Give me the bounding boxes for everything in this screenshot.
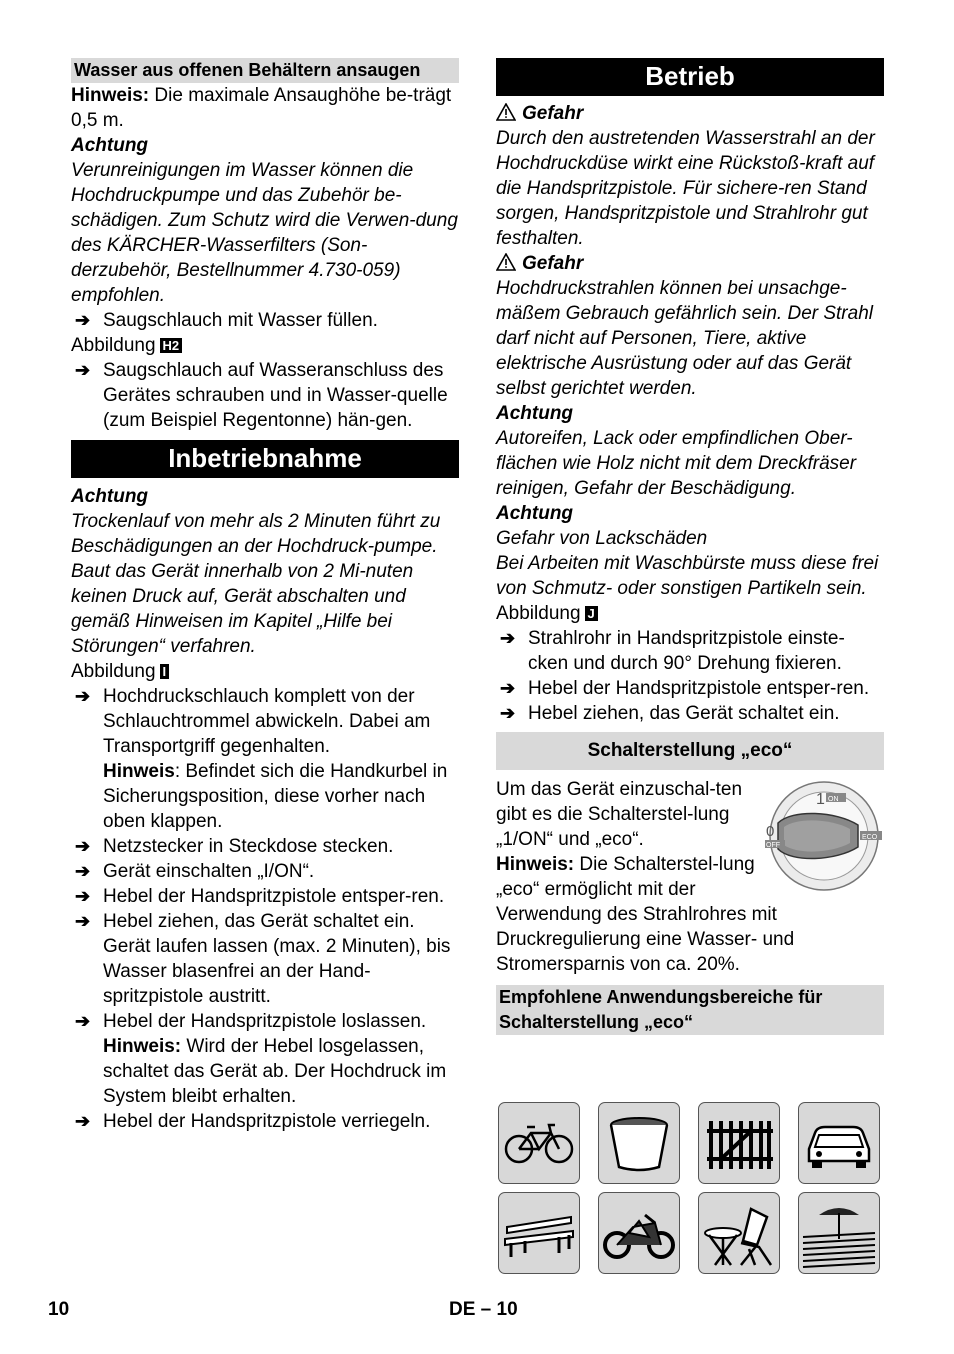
- page-number: 10: [48, 1299, 70, 1320]
- caution-label: Achtung: [496, 403, 574, 424]
- note-text: Die maximale Ansaughöhe be-trägt 0,5 m.: [71, 85, 452, 131]
- figure-badge: I: [160, 664, 170, 679]
- caution-text: Verunreinigungen im Wasser können die Hochdruckpumpe und das Zubehör be-schädigen. Zum Schutz wird die Verwen-dung des KÄRCHER-Wasserfilters (Son-derzubehör, Bestellnummer 4.730-059) empfohlen.: [71, 160, 458, 306]
- caution-text: Bei Arbeiten mit Waschbürste muss diese frei von Schmutz- oder sonstigen Partikeln sein.: [496, 553, 879, 599]
- note-text: Wird der Hebel losgelassen, schaltet das Gerät ab. Der Hochdruck im System bleibt erhalten.: [103, 1036, 447, 1107]
- flower-pot-icon: [598, 1102, 680, 1184]
- bicycle-icon: [498, 1102, 580, 1184]
- caution-label: Achtung: [71, 135, 149, 156]
- danger-heading: [496, 101, 884, 126]
- dial-label-off: OFF: [766, 842, 780, 849]
- step-text: Hebel ziehen, das Gerät schaltet ein. Gerät laufen lassen (max. 2 Minuten), bis Wasser blasenfrei an der Hand-spritzpistole austritt.: [103, 911, 451, 1007]
- switch-dial-illustration: [764, 779, 884, 894]
- warning-triangle-icon: [496, 103, 516, 121]
- garden-furniture-icon: [698, 1192, 780, 1274]
- application-icons-grid: [498, 1102, 882, 1274]
- danger-heading: [496, 251, 884, 276]
- step-text: Strahlrohr in Handspritzpistole einste-cken und durch 90° Drehung fixieren.: [528, 628, 845, 674]
- figure-label: Abbildung: [71, 661, 156, 682]
- terrace-umbrella-icon: [798, 1192, 880, 1274]
- fence-icon: [698, 1102, 780, 1184]
- dial-label-eco: ECO: [862, 834, 878, 841]
- arrow-right-icon: ➔: [75, 911, 91, 931]
- eco-text: Um das Gerät einzuschal-ten gibt es die Schalterstel-lung „1/ON“ und „eco“.: [496, 779, 743, 850]
- note-label: Hinweis:: [71, 85, 150, 106]
- note-label: Hinweis:: [496, 854, 575, 875]
- instruction-step: [71, 1109, 459, 1134]
- arrow-right-icon: ➔: [75, 1111, 91, 1131]
- section-heading-suction: Wasser aus offenen Behältern ansaugen: [71, 58, 459, 83]
- arrow-right-icon: ➔: [75, 360, 91, 380]
- instruction-step: [71, 834, 459, 859]
- caution-text: Autoreifen, Lack oder empfindlichen Ober-flächen wie Holz nicht mit dem Dreckfräser reinigen, Gefahr der Beschädigung.: [496, 428, 857, 499]
- step-text: Hochdruckschlauch komplett von der Schlauchtrommel abwickeln. Dabei am Transportgriff gegenhalten.: [103, 686, 431, 757]
- arrow-right-icon: ➔: [75, 1011, 91, 1031]
- warning-triangle-icon: [496, 253, 516, 271]
- car-icon: [798, 1102, 880, 1184]
- instruction-step: [71, 308, 459, 333]
- section-heading-operation: Betrieb: [496, 58, 884, 96]
- arrow-right-icon: ➔: [500, 628, 516, 648]
- figure-label: Abbildung: [71, 335, 156, 356]
- instruction-step: [496, 701, 884, 726]
- arrow-right-icon: ➔: [500, 678, 516, 698]
- step-text: Hebel der Handspritzpistole verriegeln.: [103, 1111, 431, 1132]
- figure-badge: J: [585, 606, 598, 621]
- arrow-right-icon: ➔: [75, 686, 91, 706]
- note-label: Hinweis: [103, 761, 175, 782]
- section-heading-commissioning: Inbetriebnahme: [71, 440, 459, 478]
- note-paragraph: [71, 83, 459, 133]
- instruction-step: [71, 684, 459, 834]
- arrow-right-icon: ➔: [75, 861, 91, 881]
- dial-label-zero: 0: [766, 823, 775, 840]
- step-text: Saugschlauch auf Wasseranschluss des Gerätes schrauben und in Wasser-quelle (zum Beispiel Regentonne) hän-gen.: [103, 360, 448, 431]
- danger-text: Durch den austretenden Wasserstrahl an der Hochdruckdüse wirkt eine Rückstoß-kraft auf die Handspritzpistole. Für sichere-ren Stand sorgen, Handspritzpistole und Strahlrohr gut festhalten.: [496, 128, 875, 249]
- garden-bench-icon: [498, 1192, 580, 1274]
- arrow-right-icon: ➔: [75, 836, 91, 856]
- instruction-step: [71, 909, 459, 1009]
- step-text: Netzstecker in Steckdose stecken.: [103, 836, 394, 857]
- caution-text: Trockenlauf von mehr als 2 Minuten führt zu Beschädigungen an der Hochdruck-pumpe. Baut das Gerät innerhalb von 2 Mi-nuten keinen Druck auf, Gerät abschalten und gemäß Hinweisen im Kapitel „Hilfe bei Störungen“ verfahren.: [71, 511, 441, 657]
- step-text: Hebel der Handspritzpistole entsper-ren.: [103, 886, 445, 907]
- step-text: Hebel ziehen, das Gerät schaltet ein.: [528, 703, 840, 724]
- dial-label-one: 1: [816, 791, 825, 808]
- step-text: Saugschlauch mit Wasser füllen.: [103, 310, 378, 331]
- figure-reference: [496, 601, 884, 626]
- figure-reference: [71, 659, 459, 684]
- danger-text: Hochdruckstrahlen können bei unsachge-mäßem Gebrauch gefährlich sein. Der Strahl darf nicht auf Personen, Tiere, aktive elektrische Ausrüstung oder auf das Gerät selbst gerichtet werden.: [496, 278, 873, 399]
- figure-label: Abbildung: [496, 603, 581, 624]
- danger-label: Gefahr: [522, 103, 584, 124]
- eco-description: [496, 777, 884, 977]
- arrow-right-icon: ➔: [75, 310, 91, 330]
- caution-subtitle: Gefahr von Lackschäden: [496, 528, 708, 549]
- danger-label: Gefahr: [522, 253, 584, 274]
- step-text: Hebel der Handspritzpistole loslassen.: [103, 1011, 427, 1032]
- instruction-step: [71, 859, 459, 884]
- instruction-step: [71, 358, 459, 433]
- instruction-step: [496, 626, 884, 676]
- figure-badge: H2: [160, 338, 183, 353]
- instruction-step: [496, 676, 884, 701]
- note-text: Die Schalterstel-lung „eco“ ermöglicht mit der Verwendung des Strahlrohres mit Druckregulierung eine Wasser- und Stromersparnis von ca. 20%.: [496, 854, 795, 975]
- page-label: DE – 10: [449, 1299, 518, 1320]
- caution-label: Achtung: [496, 503, 574, 524]
- step-text: Gerät einschalten „I/ON“.: [103, 861, 315, 882]
- instruction-step: [71, 884, 459, 909]
- motorbike-icon: [598, 1192, 680, 1274]
- step-text: Hebel der Handspritzpistole entsper-ren.: [528, 678, 870, 699]
- dial-label-on: ON: [828, 796, 839, 803]
- arrow-right-icon: ➔: [75, 886, 91, 906]
- instruction-step: [71, 1009, 459, 1109]
- figure-reference: [71, 333, 459, 358]
- left-column: [71, 58, 459, 1134]
- note-text: : Befindet sich die Handkurbel in Sicherungsposition, diese vorher nach oben klappen.: [103, 761, 448, 832]
- right-column: [496, 58, 884, 1035]
- section-heading-applications: Empfohlene Anwendungsbereiche für Schalterstellung „eco“: [496, 985, 884, 1035]
- section-heading-eco: Schalterstellung „eco“: [496, 732, 884, 770]
- caution-label: Achtung: [71, 486, 149, 507]
- arrow-right-icon: ➔: [500, 703, 516, 723]
- note-label: Hinweis:: [103, 1036, 182, 1057]
